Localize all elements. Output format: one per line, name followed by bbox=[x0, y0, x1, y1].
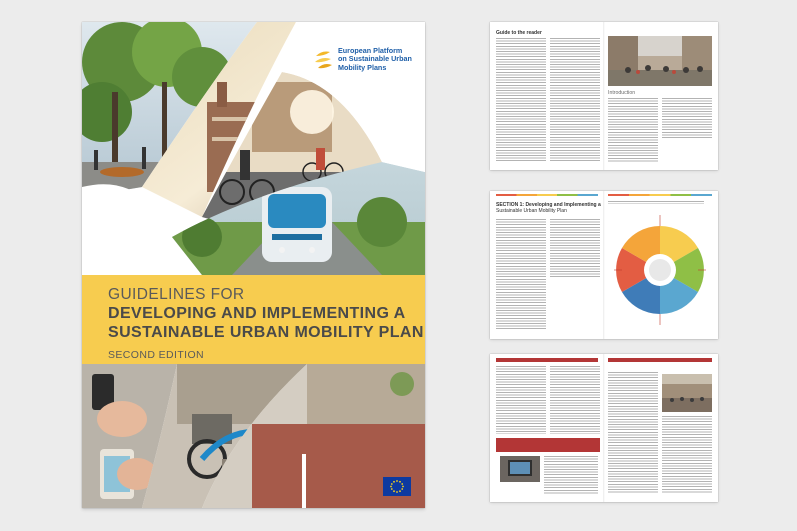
text-column bbox=[550, 38, 600, 162]
logo-line-1: European Platform bbox=[338, 46, 403, 55]
page-fold bbox=[603, 22, 605, 170]
page-spread-2 bbox=[490, 191, 718, 339]
text-column bbox=[550, 219, 600, 279]
logo-line-3: Mobility Plans bbox=[338, 62, 387, 72]
edition-label: SECOND EDITION bbox=[108, 349, 205, 361]
text-column bbox=[496, 366, 546, 434]
cover-title-line-3: SUSTAINABLE URBAN MOBILITY PLAN bbox=[108, 324, 424, 341]
text-column bbox=[544, 456, 598, 494]
spread1-left-heading: Guide to the reader bbox=[496, 30, 542, 36]
street-crowd-photo bbox=[608, 36, 712, 86]
red-info-box bbox=[496, 438, 600, 452]
logo-text bbox=[338, 47, 420, 72]
page-spread-3 bbox=[490, 354, 718, 502]
logo-line-2: on Sustainable Urban bbox=[338, 54, 412, 64]
text-column bbox=[496, 38, 546, 162]
sump-cycle-diagram bbox=[610, 207, 710, 333]
figure-caption bbox=[608, 201, 704, 204]
text-column bbox=[496, 219, 546, 331]
page-fold bbox=[603, 354, 605, 502]
eu-flag-icon bbox=[383, 477, 411, 496]
text-column bbox=[662, 98, 712, 138]
eltis-logo bbox=[314, 47, 418, 77]
document-cover bbox=[82, 22, 425, 508]
cover-title-line-2: DEVELOPING AND IMPLEMENTING A bbox=[108, 305, 406, 322]
text-column bbox=[608, 98, 658, 162]
text-column bbox=[662, 416, 712, 494]
street-event-photo bbox=[662, 374, 712, 412]
text-column bbox=[550, 366, 600, 434]
page-spread-1 bbox=[490, 22, 718, 170]
spread2-left-heading-2: Sustainable Urban Mobility Plan bbox=[496, 208, 567, 214]
text-column bbox=[608, 372, 658, 494]
section-banner bbox=[496, 358, 598, 362]
spread2-left-heading: SECTION 1: Developing and Implementing a bbox=[496, 202, 601, 208]
section-banner bbox=[608, 358, 712, 362]
cover-photo-collage-bottom bbox=[82, 364, 425, 508]
leaf-logo-icon bbox=[314, 48, 334, 72]
section-color-bar bbox=[608, 194, 712, 196]
spread1-right-heading: Introduction bbox=[608, 90, 636, 96]
section-color-bar bbox=[496, 194, 598, 196]
cover-title-line-1: GUIDELINES FOR bbox=[108, 286, 245, 303]
page-fold bbox=[603, 191, 605, 339]
laptop-photo bbox=[500, 456, 540, 482]
